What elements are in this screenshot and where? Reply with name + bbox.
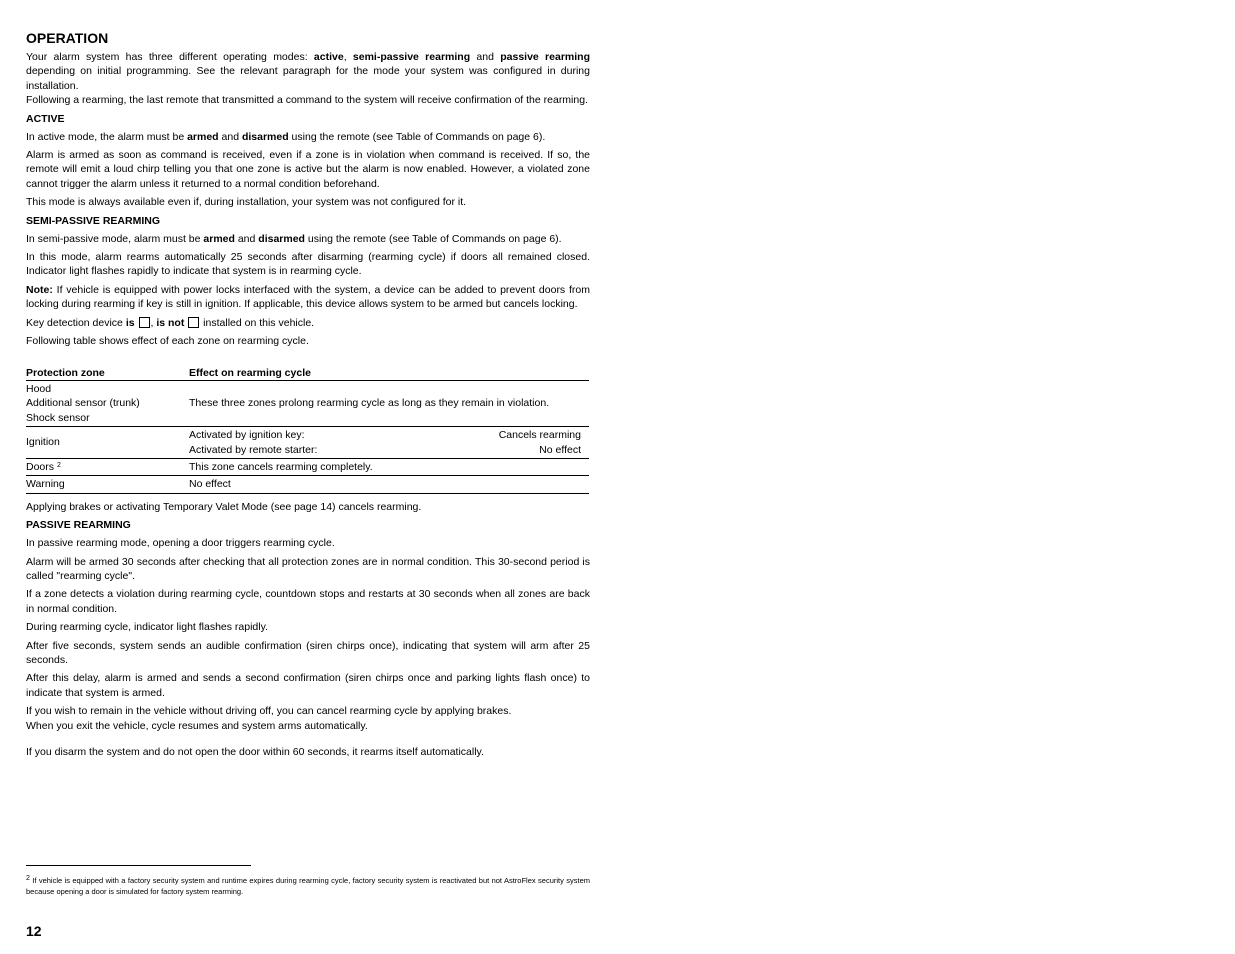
effect-value: Cancels rearming [498,429,581,442]
footnote [26,876,590,897]
intro-paragraph [26,50,590,93]
heading-passive: PASSIVE REARMING [26,519,131,532]
manual-page [26,30,590,763]
option-is: is [125,316,135,329]
footnote-mark: 2 [26,875,30,882]
mode-semi-passive: semi-passive rearming [352,51,471,63]
zone-cell [26,380,189,426]
zone-label: Doors [26,460,55,473]
effect-value: No effect [539,443,581,456]
active-paragraph-3: This mode is always available even if, during installation, your system was not configured for it. [26,196,467,209]
page-number: 12 [26,923,42,939]
after-table-paragraph: Applying brakes or activating Temporary Valet Mode (see page 14) cancels rearming. [26,500,422,513]
footnote-text: If vehicle is equipped with a factory security system and runtime expires during rearming cycle, factory security system is reactivated but not AstroFlex security system because opening a door is simulated for factory system rearming. [26,876,590,896]
footnote-ref[interactable]: 2 [56,461,61,469]
effect-line [189,428,589,442]
bold-armed: armed [187,130,219,143]
semi-paragraph-2: In this mode, alarm rearms automatically 25 seconds after disarming (rearming cycle) if doors all remained closed. Indicator light flashes rapidly to indicate that system is in rearming cycle. [26,251,590,278]
zone-ignition: Ignition [26,427,189,459]
table-row [26,427,589,459]
passive-paragraph-1: In passive rearming mode, opening a door triggers rearming cycle. [26,537,335,550]
table-header-row [26,365,589,381]
text: Key detection device [26,316,126,329]
checkbox-is[interactable] [139,317,150,328]
effect-cell: These three zones prolong rearming cycle as long as they remain in violation. [189,380,589,426]
table-row [26,458,589,475]
passive-paragraph-6: After this delay, alarm is armed and sends a second confirmation (siren chirps once and parking lights flash once) to indicate that system is armed. [26,672,590,699]
table-intro: Following table shows effect of each zone on rearming cycle. [26,335,309,348]
passive-paragraph-5: After five seconds, system sends an audible confirmation (siren chirps once), indicating that system will arm after 25 seconds. [26,639,590,666]
effect-label: Activated by ignition key: [189,429,305,442]
passive-paragraph-3: If a zone detects a violation during rearming cycle, countdown stops and restarts at 30 seconds when all zones are back in normal condition. [26,588,590,615]
col-effect: Effect on rearming cycle [189,365,589,381]
passive-paragraph-9: If you disarm the system and do not open the door within 60 seconds, it rearms itself automatically. [26,746,484,759]
semi-paragraph-1 [26,232,590,246]
intro-text: Your alarm system has three different operating modes: [26,51,314,63]
footnote-divider [26,865,251,866]
effect-cell: This zone cancels rearming completely. [189,458,589,475]
text: In semi-passive mode, alarm must be [26,232,204,245]
checkbox-is-not[interactable] [188,317,199,328]
effect-line [189,443,589,457]
heading-semi-passive: SEMI-PASSIVE REARMING [26,214,160,227]
page-title: OPERATION [26,30,109,46]
active-paragraph-2: Alarm is armed as soon as command is received, even if a zone is in violation when command is received. If so, the remote will emit a loud chirp telling you that one zone is active but the alarm is now enabled. However, a violated zone cannot trigger the alarm unless it returned to a normal condition beforehand. [26,149,590,190]
table-row [26,476,589,493]
key-detection-line [26,316,590,330]
effect-label: Activated by remote starter: [189,443,318,456]
zone-shock: Shock sensor [26,411,90,424]
bold-armed: armed [203,232,235,245]
passive-paragraph-4: During rearming cycle, indicator light flashes rapidly. [26,621,268,634]
zone-hood: Hood [26,382,52,395]
bold-disarmed: disarmed [241,130,289,143]
text: installed on this vehicle. [200,316,315,329]
text: using the remote (see Table of Commands on page 6). [304,232,562,245]
passive-paragraph-2: Alarm will be armed 30 seconds after checking that all protection zones are in normal condition. This 30-second period is called "rearming cycle". [26,555,590,582]
text: and [234,232,259,245]
zone-warning: Warning [26,476,189,493]
mode-passive: passive rearming [500,51,590,63]
passive-paragraph-8: When you exit the vehicle, cycle resumes and system arms automatically. [26,719,368,732]
semi-note [26,283,590,312]
text: In active mode, the alarm must be [26,130,188,143]
active-paragraph-1 [26,130,590,144]
note-text: If vehicle is equipped with power locks interfaced with the system, a device can be added to prevent doors from locking during rearming if key is still in ignition. If applicable, this device allows system to be armed but cancels locking. [26,283,590,311]
passive-paragraph-7: If you wish to remain in the vehicle without driving off, you can cancel rearming cycle by applying brakes. [26,705,512,718]
intro-text: and [470,51,501,63]
note-label: Note: [26,283,53,296]
option-is-not: is not [156,316,185,329]
zone-doors [26,458,189,475]
col-protection-zone: Protection zone [26,365,189,381]
table-row [26,380,589,426]
intro-paragraph-2: Following a rearming, the last remote that transmitted a command to the system will receive confirmation of the rearming. [26,94,588,107]
bold-disarmed: disarmed [258,232,305,245]
intro-text: depending on initial programming. See the relevant paragraph for the mode your system was configured in during installation. [26,65,590,92]
text: , [150,316,157,329]
zone-trunk: Additional sensor (trunk) [26,397,140,410]
intro-text: , [343,51,353,63]
heading-active: ACTIVE [26,112,65,125]
text: using the remote (see Table of Commands on page 6). [288,130,546,143]
zones-table [26,365,589,494]
effect-cell [189,427,589,459]
text: and [218,130,242,143]
mode-active: active [313,51,344,63]
effect-cell: No effect [189,476,589,493]
